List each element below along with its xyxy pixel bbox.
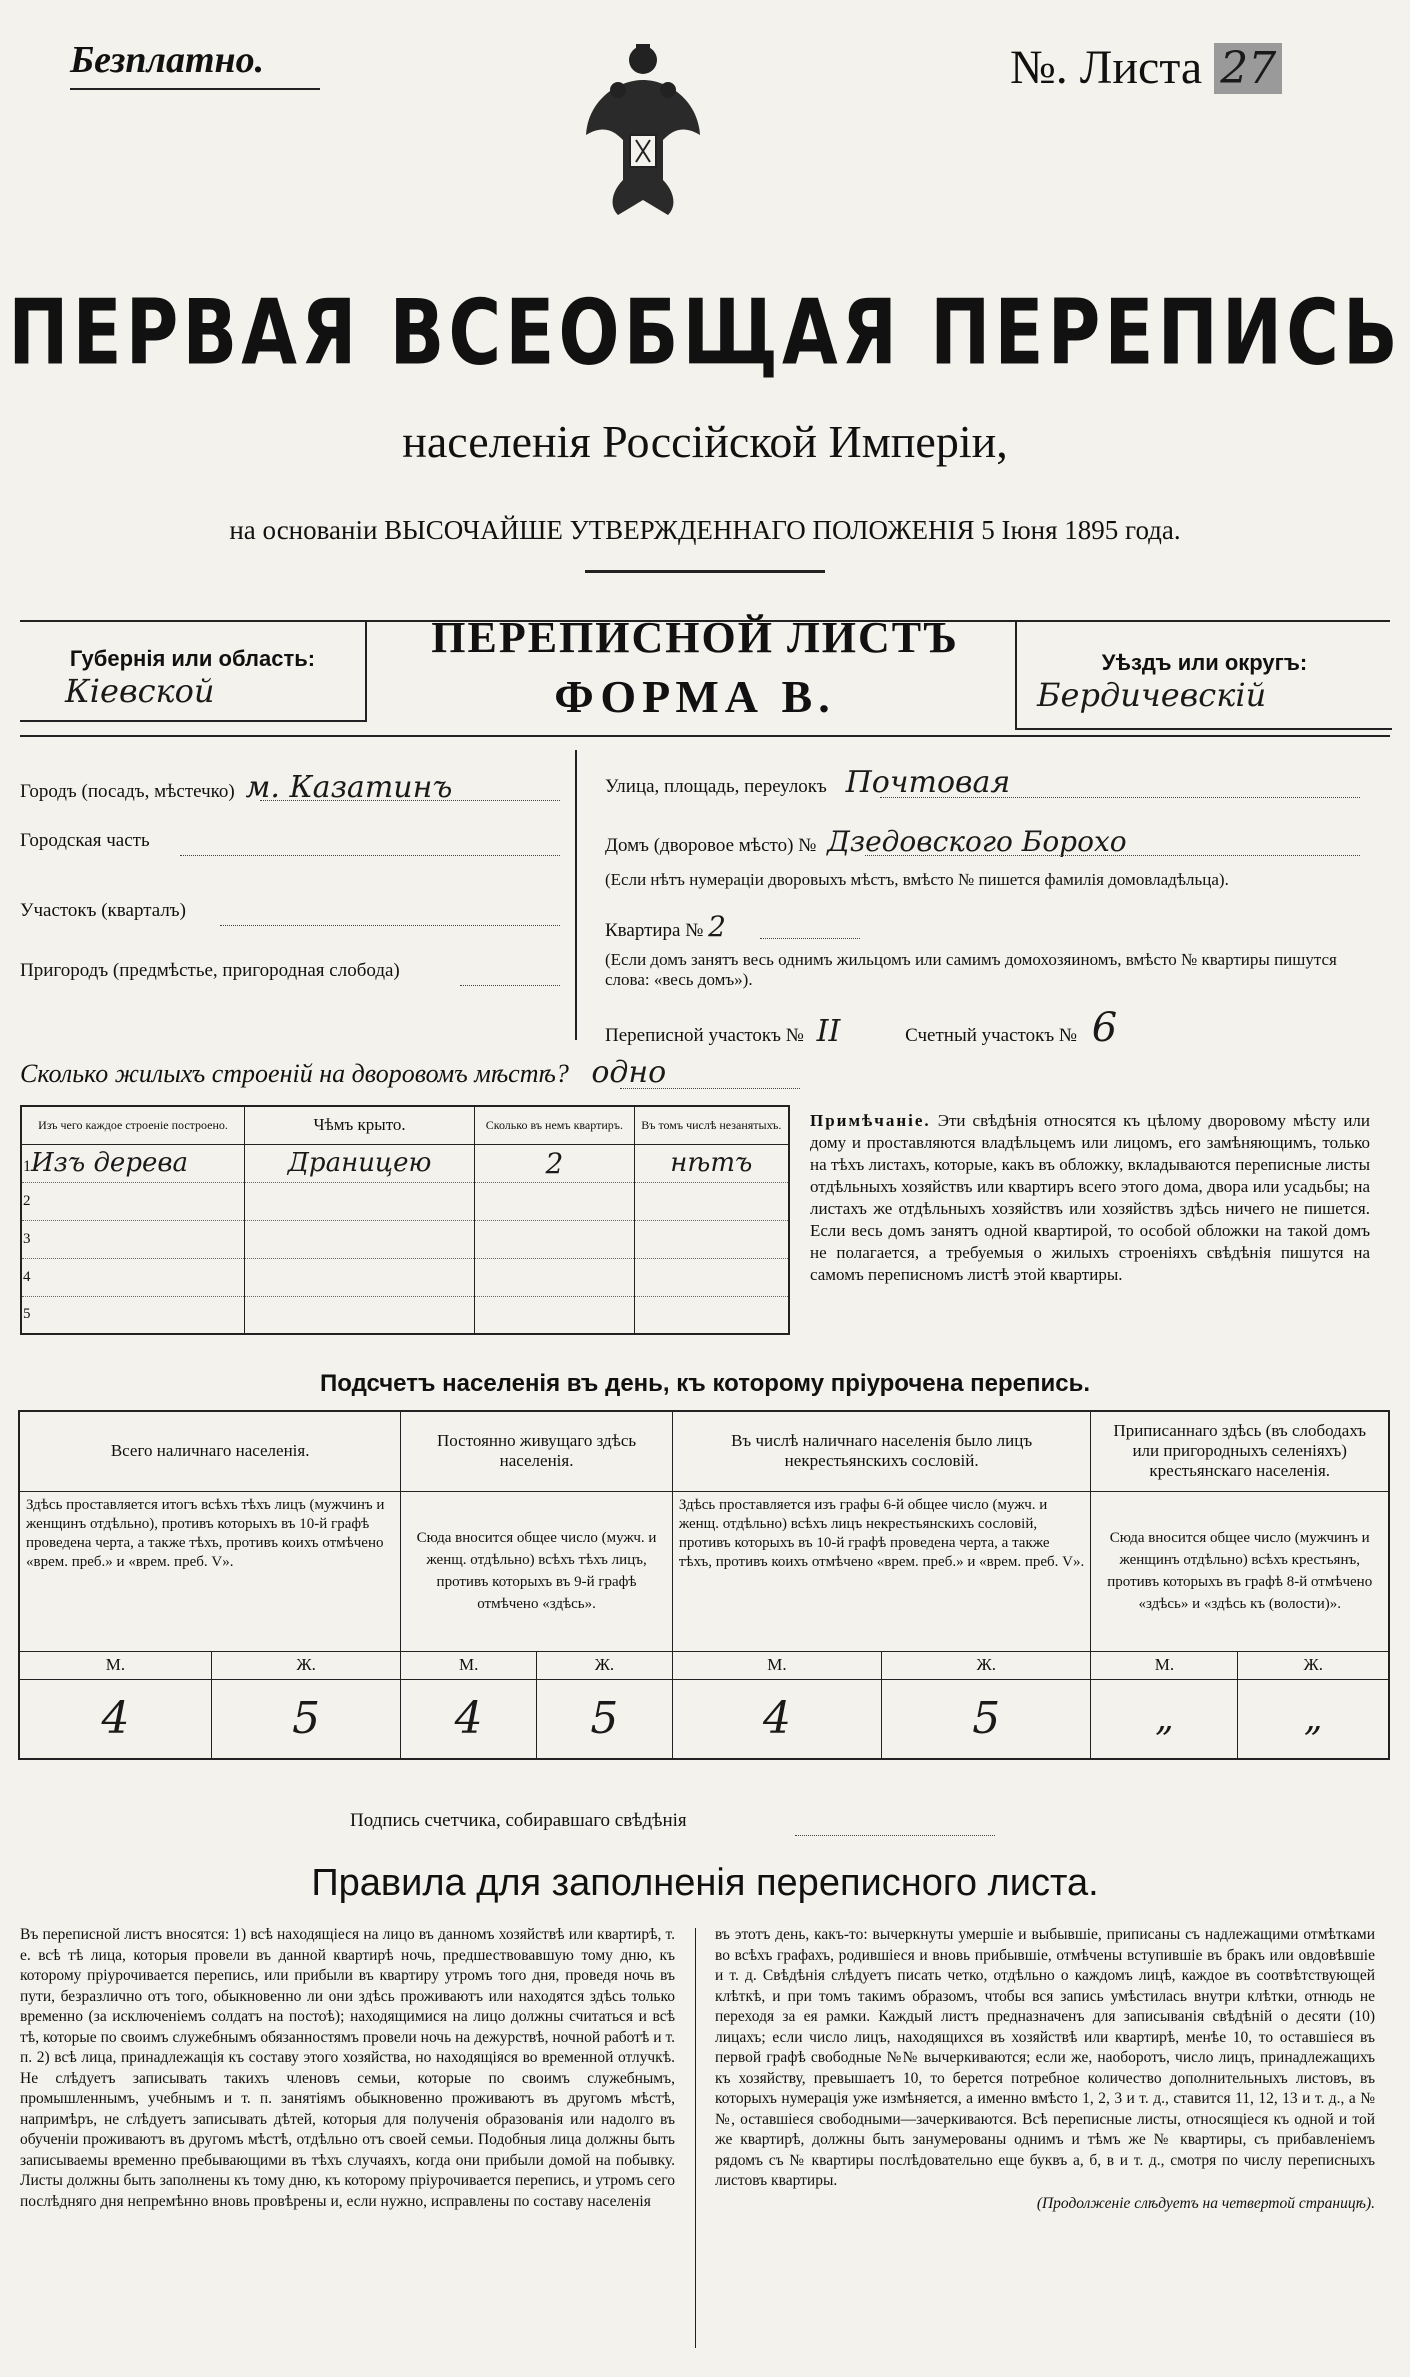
house-field: Домъ (дворовое мѣсто) № Дзедовского Борохо (605, 825, 1127, 858)
rules-divider (695, 1928, 696, 2348)
city-value[interactable]: м. Казатинъ (245, 770, 453, 805)
signature-line[interactable] (795, 1835, 995, 1836)
row-material[interactable]: Изъ дерева (31, 1148, 188, 1178)
district-box (1015, 620, 1392, 730)
rules-title: Правила для заполненія переписного листа. (311, 1862, 1099, 1904)
rules-left-column: Въ переписной листъ вносятся: 1) всѣ находящіеся на лицо въ данномъ хозяйствѣ или квартирѣ, т. е. всѣ тѣ лица, которыя провели въ данной квартирѣ ночь, предшествовавшую тому дню, къ которому пріурочивается перепись, или прибыли въ квартиру утромъ того дня, проведя ночь въ пути, безразлично отъ того, обыкновенно ли они здѣсь проживаютъ или находятся здѣсь только временно (за исключеніемъ солдатъ на постоѣ); находящимися на лицо должны считаться и всѣ тѣ, которые по своимъ служебнымъ обязанностямъ провели ночь на дежурствѣ, ночной работѣ и т. п. 2) всѣ лица, принадлежащія къ составу этого хозяйства, но находящіяся во временной отлучкѣ. Не слѣдуетъ записывать такихъ членовъ семьи, которые по своимъ служебнымъ, промышленнымъ, учебнымъ и т. п. занятіямъ обыкновенно проживаютъ въ другомъ мѣстѣ, напримѣръ, не слѣдуетъ записывать дѣтей, которыя для полученія образованія или надолго въ обученіи проживаютъ въ другомъ мѣстѣ, отдѣльно отъ своей семьи. Подобныя лица должны быть записываемы временно пребывающими въ тѣхъ случаяхъ, когда они прибыли домой на побывку. Листы должны быть заполнены къ тому дню, къ которому пріурочивается перепись, и утромъ сего послѣдняго дня непремѣнно вновь провѣрены и, если нужно, исправлены по составу населенія (20, 1926, 675, 2210)
table-row: 5 (21, 1296, 789, 1334)
house-value[interactable]: Дзедовского Борохо (827, 825, 1127, 858)
counter-signature: Подпись счетчика, собиравшаго свѣдѣнія (350, 1810, 687, 1831)
count-title: Подсчетъ населенія въ день, къ которому пріурочена перепись. (320, 1370, 1090, 1397)
street-field: Улица, площадь, переулокъ Почтовая (605, 765, 1011, 800)
count-desc-peasant: Сюда вносится общее число (мужчинъ и женщинъ отдѣльно) всѣхъ крестьянъ, противъ которыхъ въ графѣ 8-й отмѣчено «здѣсь» и «здѣсь къ (волости)». (1091, 1491, 1389, 1651)
house-note: (Если нѣтъ нумераціи дворовыхъ мѣстъ, вмѣсто № пишется фамилія домовладѣльца). (605, 870, 1229, 889)
count-head-total: Всего наличнаго населенія. (19, 1411, 401, 1491)
table-header-vacant: Въ томъ числѣ незанятыхъ. (634, 1106, 789, 1144)
count-peasant-m[interactable]: „ (1091, 1679, 1238, 1759)
buildings-table (20, 1105, 790, 1335)
form-name: ПЕРЕПИСНОЙ ЛИСТЪ (431, 613, 959, 662)
count-desc-total: Здѣсь проставляется итогъ всѣхъ тѣхъ лицъ (мужчинъ и женщинъ отдѣльно), противъ которыхъ въ 10-й графѣ проведена черта, а также тѣхъ, противъ коихъ отмѣчено «врем. преб.» и «врем. преб. V». (19, 1491, 401, 1651)
imperial-eagle-emblem (578, 40, 708, 230)
apartment-value[interactable]: 2 (708, 910, 726, 943)
sheet-number: 27 (1214, 43, 1282, 94)
table-row: 2 (21, 1182, 789, 1220)
count-nonpeasant-f[interactable]: 5 (882, 1679, 1091, 1759)
subtitle: населенія Россійской Имперіи, (402, 416, 1008, 467)
main-title: ПЕРВАЯ ВСЕОБЩАЯ ПЕРЕПИСЬ (8, 279, 1402, 385)
title-divider (585, 570, 825, 573)
basis-line: на основаніи ВЫСОЧАЙШЕ УТВЕРЖДЕННАГО ПОЛОЖЕНІЯ 5 Іюня 1895 года. (229, 515, 1181, 545)
count-peasant-f[interactable]: „ (1238, 1679, 1389, 1759)
province-label: Губернія или область: (69, 646, 316, 671)
free-underline (70, 88, 320, 90)
count-total-f[interactable]: 5 (211, 1679, 400, 1759)
count-nonpeasant-m[interactable]: 4 (672, 1679, 881, 1759)
table-row: 3 (21, 1220, 789, 1258)
note-text: Эти свѣдѣнія относятся къ цѣлому дворовому мѣсту или дому и проставляются владѣльцемъ или лицомъ, его замѣняющимъ, только на тѣхъ листахъ, которые, какъ въ обложку, вкладываются переписные листы отдѣльныхъ хозяйствъ или квартиръ всего этого дома, двора или усадьбы; на листахъ же отдѣльныхъ хозяйствъ или хозяйствъ здѣсь ничего не пишется. Если весь домъ занятъ одной квартирой, то особой обложки на такой домъ не полагается, а требуемыя о жилыхъ строеніяхъ свѣдѣнія пишутся на самомъ переписномъ листѣ этой квартиры. (810, 1111, 1370, 1284)
count-table: Всего наличнаго населенія. Постоянно живущаго здѣсь населенія. Въ числѣ наличнаго населенія было лицъ некрестьянскихъ сословій. Приписаннаго здѣсь (въ слободахъ или пригородныхъ селеніяхъ) крестьянскаго населенія. Здѣсь проставляется итогъ всѣхъ тѣхъ лицъ (мужчинъ и женщинъ отдѣльно), противъ которыхъ въ 10-й графѣ проведена черта, а также тѣхъ, противъ коихъ отмѣчено «врем. преб.» и «врем. преб. V». Сюда вносится общее число (мужч. и женщ. отдѣльно) всѣхъ тѣхъ лицъ, противъ которыхъ въ 9-й графѣ отмѣчено «здѣсь». Здѣсь проставляется изъ графы 6-й общее число (мужч. и женщ. отдѣльно) всѣхъ лицъ некрестьянскихъ сословій, противъ которыхъ въ 10-й графѣ проведена черта, а также тѣхъ, противъ коихъ отмѣчено «врем. преб.» и «врем. преб. V». Сюда вносится общее число (мужчинъ и женщинъ отдѣльно) всѣхъ крестьянъ, противъ которыхъ въ графѣ 8-й отмѣчено «здѣсь» и «здѣсь къ (волости)». М. Ж. М. Ж. М. Ж. М. Ж. 4 5 4 5 4 5 „ „ (18, 1410, 1390, 1760)
count-permanent-m[interactable]: 4 (401, 1679, 537, 1759)
sheet-label: №. Листа 27 (1010, 40, 1282, 95)
count-total-m[interactable]: 4 (19, 1679, 211, 1759)
row-roof[interactable]: Драницею (245, 1144, 475, 1182)
city-part-label: Городская часть (20, 830, 150, 851)
form-type: ФОРМА В. (554, 671, 836, 722)
note-block (810, 1110, 1370, 1286)
precinct-label: Участокъ (кварталъ) (20, 900, 186, 921)
census-precinct-value[interactable]: II (816, 1014, 841, 1049)
table-row: 1Изъ дерева Драницею 2 нѣтъ (21, 1144, 789, 1182)
free-label: Безплатно. (70, 39, 265, 81)
count-precinct-value[interactable]: 6 (1091, 1005, 1118, 1051)
district-value: Бердичевскій (1037, 676, 1267, 714)
count-head-peasant: Приписаннаго здѣсь (въ слободахъ или пригородныхъ селеніяхъ) крестьянскаго населенія. (1091, 1411, 1389, 1491)
province-value: Кіевской (65, 672, 215, 710)
city-field: Городъ (посадъ, мѣстечко) м. Казатинъ (20, 770, 453, 805)
census-precinct-field: Переписной участокъ № II Счетный участокъ № 6 (605, 1005, 1118, 1051)
district-label: Уѣздъ или округъ: (1101, 650, 1308, 675)
apartment-field: Квартира № 2 (605, 910, 726, 943)
count-permanent-f[interactable]: 5 (537, 1679, 673, 1759)
table-header-apartments: Сколько въ немъ квартиръ. (475, 1106, 634, 1144)
province-box (20, 620, 367, 722)
rules-continued: (Продолженіе слѣдуетъ на четвертой страницѣ). (1036, 2194, 1375, 2212)
buildings-question: Сколько жилыхъ строеній на дворовомъ мѣстѣ? одно (20, 1055, 667, 1090)
row-vacant[interactable]: нѣтъ (670, 1148, 753, 1178)
count-desc-permanent: Сюда вносится общее число (мужч. и женщ. отдѣльно) всѣхъ тѣхъ лицъ, противъ которыхъ въ 9-й графѣ отмѣчено «здѣсь». (401, 1491, 673, 1651)
count-desc-nonpeasant: Здѣсь проставляется изъ графы 6-й общее число (мужч. и женщ. отдѣльно) всѣхъ лицъ некрестьянскихъ сословій, противъ которыхъ въ 10-й графѣ проведена черта, а также тѣхъ, противъ коихъ отмѣчено «врем. преб.» и «врем. преб. V». (672, 1491, 1091, 1651)
rules-right-column: въ этотъ день, какъ-то: вычеркнуты умершіе и выбывшіе, приписаны съ надлежащими отмѣтками во всѣхъ графахъ, родившіеся и вновь прибывшіе, отмѣчены вступившіе въ бракъ или овдовѣвшіе и т. д. Свѣдѣнія слѣдуетъ писать четко, отдѣльно о каждомъ лицѣ, каждое въ соотвѣтствующей клѣткѣ, и при томъ такимъ образомъ, чтобы вся запись умѣстилась внутри клѣтки, отнюдь не переходя за ея рамки. Каждый листъ предназначенъ для записыванія свѣдѣній о десяти (10) лицахъ; если число лицъ, находящихся въ хозяйствѣ или квартирѣ, менѣе 10, то оставшіеся въ первой графѣ свободные №№ вычеркиваются; если же, наоборотъ, число лицъ, принадлежащихъ къ хозяйству, превышаетъ 10, то берется потребное количество дополнительныхъ листовъ, въ которыхъ нумерація уже измѣняется, а именно вмѣсто 1, 2, 3 и т. д., ставится 11, 12, 13 и т. д., а №№, оставшіеся свободными—зачеркиваются. Всѣ переписные листы, относящіеся къ одной и той же квартирѣ, должны быть занумерованы однимъ и тѣмъ же № квартиры, съ прибавленіемъ рядомъ съ № квартиры послѣдовательно еще буквъ а, б, в и т. д., смотря по числу переписныхъ листовъ квартиры. (Продолженіе слѣдуетъ на четвертой страницѣ). (715, 1925, 1375, 2214)
fields-divider (575, 750, 577, 1040)
buildings-value[interactable]: одно (591, 1055, 667, 1090)
row-apartments[interactable]: 2 (475, 1144, 634, 1182)
table-row: 4 (21, 1258, 789, 1296)
apartment-note: (Если домъ занятъ весь однимъ жильцомъ или самимъ домохозяиномъ, вмѣсто № квартиры пишутся слова: «весь домъ»). (605, 950, 1337, 989)
table-header-roof: Чѣмъ крыто. (245, 1106, 475, 1144)
note-title: Примѣчаніе. (810, 1111, 931, 1130)
street-value[interactable]: Почтовая (845, 765, 1011, 800)
count-head-nonpeasant: Въ числѣ наличнаго населенія было лицъ некрестьянскихъ сословій. (672, 1411, 1091, 1491)
table-header-material: Изъ чего каждое строеніе построено. (21, 1106, 245, 1144)
count-head-permanent: Постоянно живущаго здѣсь населенія. (401, 1411, 673, 1491)
suburb-label: Пригородъ (предмѣстье, пригородная слобода) (20, 960, 400, 981)
